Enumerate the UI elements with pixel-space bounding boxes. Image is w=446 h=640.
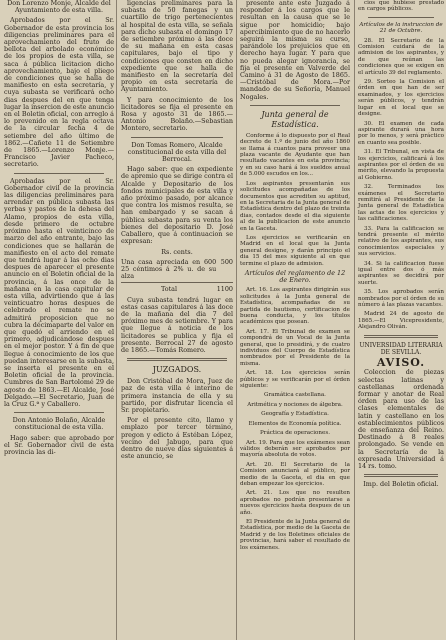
aviso-heading: AVISO. — [376, 356, 426, 370]
double-separator — [364, 335, 438, 338]
art-21: Art. 21. Los que no resulten aprobados no podrán presentarse a nuevos ejercicios hasta despues de un año. — [240, 490, 350, 516]
column-3 — [240, 0, 350, 554]
column-1 — [4, 0, 114, 459]
romero-title: Don Tomas Romero, Alcalde constitucional de esta villa del Berrocal. — [127, 140, 227, 164]
trigo-notice: ligencias preliminares para la subasta de 50 fanegas y un cuartillo de trigo pertenecientes al hospital de esta villa, se señala para dicho subasta el domingo 17 de setiembre próximo á las doce de su mañana en esta casas capitulares, bajo el tipo y condiciones que consten en dicho expediente que se halla de manifiesto en la secretaría del propio en esta secretaría de Ayuntamiento. — [121, 0, 233, 94]
mora-title: Don Cristóbal de Mora, Juez de paz de esta villa é interino de primera instancia de ella y su partido, por disfrutar licencia el Sr. propietario. — [121, 377, 233, 414]
art-35: 35. Los aprobados serán nombrados por el órden de su número á las plazas vacantes. — [358, 289, 444, 309]
art-17: Art. 17. El Tribunal de examen se compondrá de un Vocal de la Junta general, que lo presidirá, y de cuatro individuos del Cuerpo de Estadística nombrados por el Presidente de la misma. — [240, 328, 350, 367]
aviso-notice: Coleccion de piezas selectas latinas y castellanas ordenada formar y anotar de Real órden para uso de las clases elementales de latin y castellano en los establecimientos públicos de enseñanza del Reino. Destinado á 8 reales prolongado. Se vende en la Secretaría de la expresada Universidad á 14 rs. tomo. — [358, 368, 444, 470]
property-description: Una casa apreciada en 600 25 céntimos á 2% u. de su alza — [121, 257, 217, 281]
bellota-notice: Aprobados por el Sr. Gobernador de esta provincia los diligencias preliminares para el aprovechamiento del fruto de bellota del arbolado económico de los propios de esta villa, se saca á pública licitacion dicho aprovechamiento, bajo el pliego de condiciones que se halla de manifiesto en esta secretaría, y cuya subasta se verificará ocho dias despues del en que tenga lugar la insercion de este anuncio en el Boletin oficial, con arreglo á lo prevenido en la regla octava de la circular fecha 4 de setiembre del año último de 1862.—Cañete 11 de Setiembre de 1865.—Lorenzo Monje.—Francisco Javier Pacheco, secretario. — [4, 16, 114, 169]
total-rule — [121, 282, 233, 283]
imprint: Imp. del Boletin oficial. — [363, 480, 439, 489]
bolano-title: Don Antonio Bolaño, Alcalde constitucional de esta villa. — [12, 416, 106, 432]
servicios-continuation: cios que hubiese prestado en cargos públicos. — [358, 0, 444, 13]
junta-decree: Conforme á lo dispuesto por el Real decreto de 1.º de junio del año 1860 se llama á cuantos para proveer una plaza vacante de Ayudante que han resultado vacantes en esta provincia; y en su caso hará á los sueldos anual de 5.000 escudos en los... — [240, 132, 350, 178]
property-value: 500 — [220, 257, 233, 266]
junta-solicitudes: Los aspirantes presentarán sus solicitudes acompañadas de los documentos que acrediten su aptitud, en la Secretaria de la Junta general de Estadística dentro del plazo de treinta dias, contados desde el dia siguiente al de la publicacion de este anuncio en la Gaceta. — [240, 180, 350, 232]
separator — [250, 105, 340, 106]
column-rule — [354, 0, 355, 640]
juzgados-heading: JUZGADOS. — [152, 365, 202, 375]
art-32: 32. Terminados los exámenes el Secretario remitirá al Presidente de la Junta general de Estadística las actas de los ejercicios y las calificaciones. — [358, 184, 444, 223]
art-18: Art. 18. Los ejercicios serán públicos y se verificarán por el órden siguiente: — [240, 370, 350, 390]
art-33: 33. Para la calificacion se tendrá presente el mérito relativo de los aspirantes, sus conocimientos especiales y sus servicios. — [358, 225, 444, 258]
trigo-signature: Y para conocimiento de los licitadores se fija el presente en Rosa y agosto 31 de 1865.—Antonio Bolaño.—Sebastian Montero, secretario. — [121, 95, 233, 133]
list-item: Gramática castellana. — [264, 392, 326, 399]
emplazo-notice: Por el presente cito, llamo y emplazo por tercer término, pregon y edicto á Estéban López, vecino del Jabugo, para que dentro de nueve dias siguientes á este anuncio, se — [121, 416, 233, 461]
art-28: 28. El Secretario de la Comision cuidará de la admision de los aspirantes, y de que reúnan las condiciones que se exigen en el artículo 39 del reglamento. — [358, 37, 444, 76]
junta-closing: El Presidente de la Junta general de Estadística, por medio de la Gaceta de Madrid y de los Boletines oficiales de provincias, hará saber el resultado de los exámenes. — [240, 518, 350, 551]
instruccion-heading: Artículos de la instruccion de 21 de Octubre. — [359, 21, 443, 35]
dehesa-notice: Aprobadas por el Sr. Gobernador civil de la provincia las diligencias preliminares para arrendar en pública subasta las yerbas y pastos de la dehesa del Alamo, propios de esta villa, desde primero de octubre próximo hasta el veinticinco de marzo del año entrante, bajo las condiciones que se hallarán de manifiesto en el acto del remate que tendrá lugar á las ocho dias despues de aparecer el presente anuncio en el Boletin oficial de la provincia, á las once de la mañana en la casa capitular de esta villa, advirtiendo que á las veinticuatro horas despues de celebrado el remate no se admitirá proposicion que no cubra la décimaparte del valor en que quedó el arriendo en el primero, adjudicándose despues en el mejor postor. Y á fin de que llegue á conocimiento de los que puedan interesarse en la subasta, se inserta el presente en el Boletin oficial de la provincia. Cumbres de San Bartolomé 29 de agosto de 1863.—El Alcalde, José Delgado.—El Secretario, Juan de la Cruz G.ª y Caballero. — [4, 176, 114, 408]
double-separator — [364, 474, 438, 477]
list-item: Elementos de Economía política. — [248, 420, 342, 427]
list-item: Aritmética y nociones de álgebra. — [247, 401, 343, 408]
instruccion-signature: Madrid 24 de agosto de 1865.—El Vicepresidente, Alejandro Oliván. — [358, 311, 444, 331]
bolano-notice-start: Hago saber: que aprobado por el Sr. Gobernador civil de esta provincia las di- — [4, 433, 114, 456]
art-34: 34. Si la calificacion fuese igual entre dos ó más aspirantes se decidirá por suerte. — [358, 260, 444, 286]
total-value: 1100 — [216, 285, 233, 294]
junta-ejercicios: Los ejercicios se verificarán en Madrid en el local que la Junta general designe, y darán principio el dia 15 del mes siguiente al en que termine el plazo de admision. — [240, 234, 350, 267]
emplazo-continuation: presente ante este Juzgado á responder á los cargos que le resultan en la causa que se le sigue por homicidio; bajo apercibimiento que de no hacerlo seguirá la misma su curso, parándole los prejuicios que en derecho haya lugar. Y para que no pueda alegar ignorancia, se fija el presente en Valverde del Camino á 31 de Agosto de 1865.—Cristóbal de Mora.—Por mandado de su Señoría, Manuel Nogales. — [240, 0, 350, 101]
alcalde-title: Don Lorenzo Monje, Alcalde del Ayuntamiento de esta villa. — [7, 0, 111, 15]
separator — [368, 17, 434, 18]
column-2 — [121, 0, 233, 463]
list-item: Geografía y Estadística. — [261, 411, 329, 418]
column-rule — [236, 0, 237, 640]
universidad-heading: UNIVERSIDAD LITERARIA DE SEVILLA. — [359, 341, 443, 356]
junta-heading: Junta general de Estadística. — [261, 109, 329, 129]
subasta-notice: Cuya subasta tendrá lugar en estas casas capitulares á las doce de la mañana del dia 7 del próximo mes de setiembre. Y para que llegue á noticia de los licitadores se publica y fija el presente. Berrocal 27 de agosto de 1865.—Tomás Romero. — [121, 295, 233, 354]
art-31: 31. El Tribunal, en vista de los ejercicios, calificará á los aspirantes por el órden de su mérito, elevando la propuesta al Gobierno. — [358, 149, 444, 181]
apremio-notice: Hago saber: que en expediente de apremio que se dirige contra el Alcalde y Depositario de los fondos municipales de esta villa y año próximo pasado, por alcance que contra los mismos resulta, se han embargado y se sacan á pública subasta para su venta los bienes del depositario D. José Caballero, que á continuacion se expresan: — [121, 165, 233, 246]
total-row — [121, 286, 233, 293]
separator — [14, 412, 104, 413]
art-16: Art. 16. Los aspirantes dirigirán sus solicitudes á la Junta general de Estadística, acompañadas de su partida de bautismo, certificacion de buena conducta, y los títulos académicos que posean. — [240, 287, 350, 326]
art-19: Art. 19. Para que los exámenes sean válidos deberán ser aprobados por mayoría absoluta de votos. — [240, 439, 350, 459]
art-29: 29. Sorteo la Comision el órden en que han de ser examinados, y los ejercicios serán públicos, y tendrán lugar en el local que se designe. — [358, 79, 444, 118]
total-label: Total — [161, 285, 178, 294]
art-20: Art. 20. El Secretario de la Comision anunciará al público, por medio de la Gaceta, el dia en que deban empezar los ejercicios. — [240, 461, 350, 487]
separator — [131, 137, 223, 138]
list-item: Práctica de operaciones. — [260, 430, 330, 437]
double-separator — [127, 358, 227, 361]
property-item — [121, 259, 233, 281]
reglamento-heading: Artículos del reglamento de 12 de Enero. — [244, 268, 346, 285]
currency-header: Rs. cents. — [161, 247, 193, 256]
art-30: 30. El examen de cada aspirante durará una hora por lo menos, y será práctico en cuanto sea posible. — [358, 120, 444, 146]
column-4 — [358, 0, 444, 491]
separator — [14, 173, 104, 174]
column-rule — [116, 0, 117, 640]
